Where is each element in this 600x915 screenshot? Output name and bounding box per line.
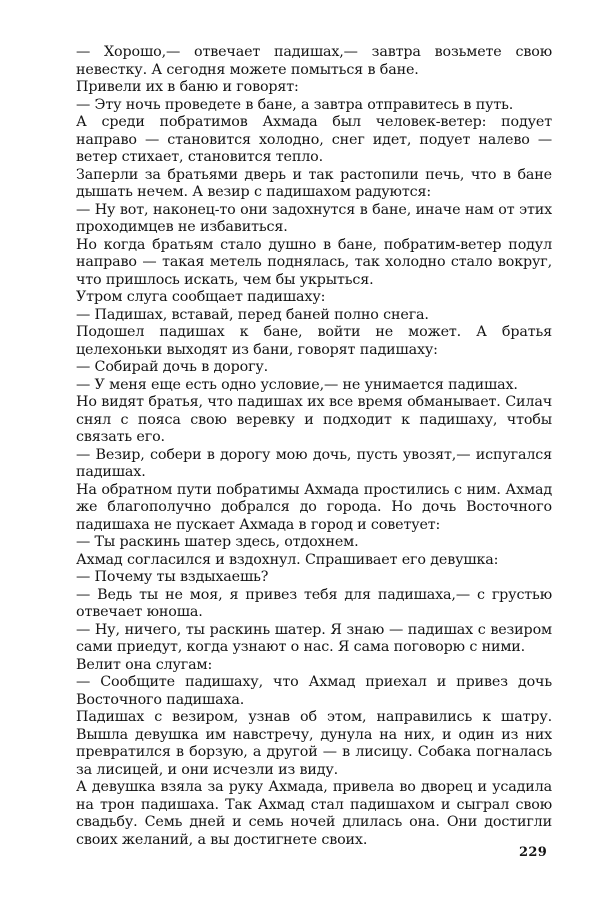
paragraph: — Ну вот, наконец-то они задохнутся в бане, иначе нам от этих проходимцев не избавиться. bbox=[76, 201, 552, 235]
paragraph: — Падишах, вставай, перед баней полно снега. bbox=[76, 306, 429, 323]
paragraph: — Хорошо,— отвечает падишах,— завтра возьмете свою невестку. А сегодня можете помыться в бане. bbox=[76, 44, 552, 78]
paragraph: — Собирай дочь в дорогу. bbox=[76, 359, 269, 375]
paragraph: — Везир, собери в дорогу мою дочь, пусть увозят,— испугался падишах. bbox=[76, 446, 552, 480]
paragraph: Утром слуга сообщает падишаху: bbox=[76, 289, 326, 305]
paragraph: Подошел падишах к бане, войти не может. А братья целехоньки выходят из бани, говорят падишаху: bbox=[76, 324, 552, 358]
paragraph: Привели их в баню и говорят: bbox=[76, 79, 299, 95]
paragraph: — Ну, ничего, ты раскинь шатер. Я знаю — падишах с везиром сами приедут, когда узнают о нас. Я сама поговорю с ними. bbox=[76, 621, 552, 655]
paragraph: Но видят братья, что падишах их все время обманывает. Силач снял с пояса свою веревку и подходит к падишаху, чтобы связать его. bbox=[76, 394, 552, 445]
paragraph: — Эту ночь проведете в бане, а завтра отправитесь в путь. bbox=[76, 96, 514, 113]
paragraph: Велит она слугам: bbox=[76, 656, 213, 673]
paragraph: — Почему ты вздыхаешь? bbox=[76, 569, 269, 585]
paragraph: — Ты раскинь шатер здесь, отдохнем. bbox=[76, 534, 359, 550]
paragraph: Заперли за братьями дверь и так растопили печь, что в бане дышать нечем. А везир с падишахом радуются: bbox=[76, 166, 552, 200]
paragraph: — Сообщите падишаху, что Ахмад приехал и привез дочь Восточного падишаха. bbox=[76, 674, 552, 708]
paragraph: — Ведь ты не моя, я привез тебя для падишаха,— с грустью отвечает юноша. bbox=[76, 586, 552, 620]
paragraph: Ахмад согласился и вздохнул. Спрашивает его девушка: bbox=[76, 551, 499, 568]
book-page-text bbox=[76, 44, 552, 849]
paragraph: А девушка взяла за руку Ахмада, привела во дворец и усадила на трон падишаха. Так Ахмад стал падишахом и сыграл свою свадьбу. Семь дней и семь ночей длилась она. Они достигли своих желаний, а вы достигнете своих. bbox=[76, 779, 552, 848]
paragraph: А среди побратимов Ахмада был человек-ветер: подует направо — становится холодно, снег идет, подует налево — ветер стихает, становится тепло. bbox=[76, 114, 552, 165]
paragraph: Падишах с везиром, узнав об этом, направились к шатру. Вышла девушка им навстречу, дунула на них, и один из них превратился в борзую, а другой — в лисицу. Собака погналась за лисицей, и они исчезли из виду. bbox=[76, 709, 552, 778]
page-number: 229 bbox=[519, 845, 548, 860]
paragraph: — У меня еще есть одно условие,— не унимается падишах. bbox=[76, 376, 518, 393]
paragraph: Но когда братьям стало душно в бане, побратим-ветер подул направо — такая метель поднялась, так холодно стало вокруг, что пришлось искать, чем бы укрыться. bbox=[76, 236, 552, 288]
paragraph: На обратном пути побратимы Ахмада простились с ним. Ахмад же благополучно добрался до города. Но дочь Восточного падишаха не пускает Ахмада в город и советует: bbox=[76, 481, 552, 533]
